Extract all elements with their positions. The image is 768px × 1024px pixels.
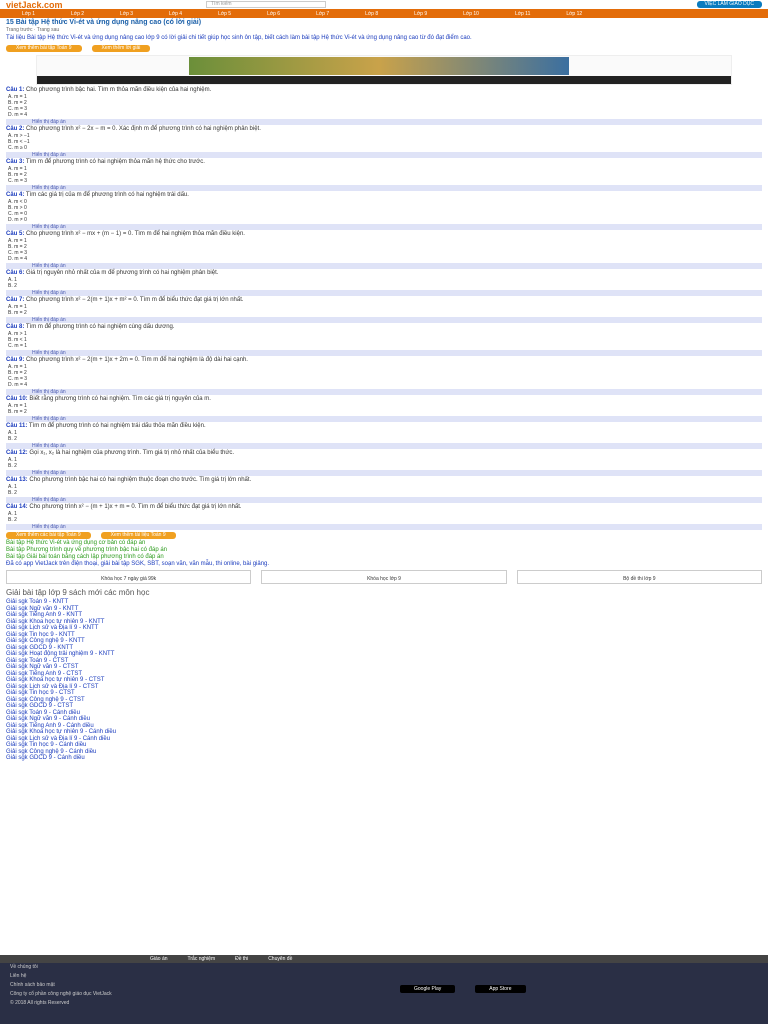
show-answer-button[interactable] — [6, 470, 762, 476]
question-text — [0, 87, 768, 94]
answer-option: B. m = 2 — [8, 370, 27, 376]
question-body: Cho phương trình x² − 2x − m = 0. Xác định m để phương trình có hai nghiệm phân biệt. — [26, 126, 261, 132]
show-answer-button[interactable] — [6, 290, 762, 296]
question-text — [0, 423, 768, 430]
answer-option: B. 2 — [8, 490, 17, 496]
answer-option: C. m = 1 — [8, 343, 28, 349]
footer — [0, 955, 768, 1024]
footer-line: Chính sách bảo mật — [10, 982, 55, 988]
header — [0, 0, 768, 10]
nav-item[interactable]: Lớp 4 — [169, 11, 183, 17]
answer-option: D. m = 4 — [8, 256, 28, 262]
question-label: Câu 7: — [6, 297, 25, 303]
answer-option: D. m = 4 — [8, 112, 28, 118]
show-answer-label[interactable]: Hiển thị đáp án — [32, 317, 66, 323]
app-store-button[interactable]: App Store — [475, 985, 525, 993]
question-text — [0, 477, 768, 484]
answer-option: C. m ≥ 0 — [8, 145, 27, 151]
show-answer-button[interactable] — [6, 416, 762, 422]
subject-link[interactable]: Giải sgk Toán 9 - CTST — [6, 657, 69, 664]
footer-bar-item[interactable]: Giáo án — [150, 956, 168, 962]
related-link[interactable]: Bài tập Giải bài toán bằng cách lập phương trình có đáp án — [6, 554, 164, 560]
question-body: Cho phương trình bậc hai có hai nghiệm thuộc đoạn cho trước. Tìm giá trị lớn nhất. — [29, 477, 252, 483]
question-label: Câu 12: — [6, 450, 28, 456]
show-answer-button[interactable] — [6, 185, 762, 191]
answer-option: C. m = 3 — [8, 106, 28, 112]
question-text — [0, 357, 768, 364]
subject-link[interactable]: Giải sgk Tin học 9 - KNTT — [6, 631, 75, 638]
answer-option: B. m = 2 — [8, 244, 27, 250]
grade-nav — [0, 10, 768, 18]
show-answer-label[interactable]: Hiển thị đáp án — [32, 119, 66, 125]
answer-option: B. m < −1 — [8, 139, 30, 145]
answer-option: A. 1 — [8, 457, 17, 463]
nav-item[interactable]: Lớp 1 — [22, 11, 36, 17]
show-answer-label[interactable]: Hiển thị đáp án — [32, 152, 66, 158]
question-text — [0, 297, 768, 304]
related-link[interactable]: Bài tập Phương trình quy về phương trình bậc hai có đáp án — [6, 547, 168, 553]
nav-item[interactable]: Lớp 8 — [365, 11, 379, 17]
question-text — [0, 270, 768, 277]
show-answer-label[interactable]: Hiển thị đáp án — [32, 350, 66, 356]
question-body: Tìm m để phương trình có hai nghiệm cùng dấu dương. — [25, 324, 175, 330]
question-text — [0, 450, 768, 457]
question-text — [0, 159, 768, 166]
related-exercises-button[interactable]: Xem thêm các bài tập Toán 9 — [6, 532, 91, 539]
answer-option: A. 1 — [8, 430, 17, 436]
subject-link[interactable]: Giải sgk Toán 9 - KNTT — [6, 599, 69, 605]
question-label: Câu 11: — [6, 423, 28, 429]
subject-link[interactable]: Giải sgk Toán 9 - Cánh diều — [6, 709, 80, 716]
subject-link[interactable]: Giải sgk Tin học 9 - Cánh diều — [6, 742, 87, 748]
question-text — [0, 192, 768, 199]
answer-option: A. 1 — [8, 511, 17, 517]
question-label: Câu 9: — [6, 357, 25, 363]
subject-link[interactable]: Giải sgk Khoa học tự nhiên 9 - KNTT — [6, 618, 105, 625]
show-answer-label[interactable]: Hiển thị đáp án — [32, 524, 66, 530]
subject-link[interactable]: Giải sgk Công nghệ 9 - Cánh diều — [6, 748, 97, 755]
nav-item[interactable]: Lớp 7 — [316, 11, 330, 17]
nav-item[interactable]: Lớp 11 — [514, 11, 531, 17]
answer-option: B. m = 2 — [8, 172, 27, 178]
subject-link[interactable]: Giải sgk GDCD 9 - Cánh diều — [6, 755, 85, 761]
footer-bar-item[interactable]: Chuyên đề — [268, 956, 293, 962]
show-answer-label[interactable]: Hiển thị đáp án — [32, 224, 66, 230]
answer-option: A. 1 — [8, 484, 17, 490]
subject-link[interactable]: Giải sgk Tiếng Anh 9 - Cánh diều — [6, 722, 94, 729]
answer-option: A. m = 1 — [8, 94, 27, 100]
question-label: Câu 5: — [6, 231, 25, 237]
question-list — [0, 87, 768, 530]
intro-text: Tài liệu Bài tập Hệ thức Vi-ét và ứng dụng nâng cao lớp 9 có lời giải chi tiết giúp học sinh ôn tập, biết cách làm bài tập Hệ thức Vi-ét và ứng dụng nâng cao từ đó đạt điểm cao. — [6, 35, 472, 41]
question-label: Câu 10: — [6, 396, 28, 402]
offer-box[interactable]: Khóa học 7 ngày giá 99k — [6, 570, 251, 584]
footer-line: © 2018 All rights Reserved — [10, 1000, 70, 1006]
answer-option: B. m = 2 — [8, 310, 27, 316]
ad-banner[interactable] — [36, 55, 732, 85]
answer-option: D. m ≠ 0 — [8, 217, 27, 223]
question-label: Câu 2: — [6, 126, 25, 132]
question-text — [0, 504, 768, 511]
answer-option: B. 2 — [8, 517, 17, 523]
answer-option: B. 2 — [8, 463, 17, 469]
answer-option: A. m > −1 — [8, 133, 30, 139]
question-body: Cho phương trình x² − 2(m + 1)x + m² = 0. Tìm m để biểu thức đạt giá trị lớn nhất. — [26, 297, 244, 303]
subject-link[interactable]: Giải sgk Lịch sử và Địa lí 9 - CTST — [6, 683, 99, 690]
subject-link[interactable]: Giải sgk Khoa học tự nhiên 9 - CTST — [6, 677, 105, 683]
subject-link[interactable]: Giải sgk Ngữ văn 9 - Cánh diều — [6, 716, 91, 722]
footer-line: Liên hệ — [10, 973, 27, 979]
show-answer-button[interactable] — [6, 524, 762, 530]
show-answer-button[interactable] — [6, 224, 762, 230]
footer-line: Về chúng tôi — [10, 964, 38, 970]
show-answer-label[interactable]: Hiển thị đáp án — [32, 443, 66, 449]
answer-option: B. m < 1 — [8, 337, 27, 343]
nav-item[interactable]: Lớp 6 — [267, 11, 281, 17]
list-title: Giải bài tập lớp 9 sách mới các môn học — [6, 588, 150, 597]
question-label: Câu 4: — [6, 192, 25, 198]
subject-link[interactable]: Giải sgk Tin học 9 - CTST — [6, 690, 75, 696]
answer-option: C. m = 0 — [8, 211, 28, 217]
show-answer-label[interactable]: Hiển thị đáp án — [32, 185, 66, 191]
subject-link[interactable]: Giải sgk Lịch sử và Địa lí 9 - KNTT — [6, 625, 99, 631]
show-answer-button[interactable] — [6, 350, 762, 356]
answer-option: B. 2 — [8, 283, 17, 289]
question-label: Câu 14: — [6, 504, 28, 510]
question-text — [0, 396, 768, 403]
show-answer-label[interactable]: Hiển thị đáp án — [32, 470, 66, 476]
question-body: Cho phương trình x² − 2(m + 1)x + 2m = 0. Tìm m để hai nghiệm là độ dài hai cạnh. — [26, 357, 248, 363]
offer-box[interactable]: Khóa học lớp 9 — [261, 570, 506, 584]
question-body: Cho phương trình bậc hai. Tìm m thỏa mãn điều kiện của hai nghiệm. — [26, 87, 212, 93]
answer-option: B. m > 0 — [8, 205, 27, 211]
more-exercises-button[interactable]: Xem thêm bài tập Toán 9 — [6, 45, 82, 52]
question-text — [0, 231, 768, 238]
answer-option: A. m = 1 — [8, 403, 27, 409]
logo[interactable]: vietJack.com — [6, 0, 63, 10]
answer-option: A. m > 1 — [8, 331, 27, 337]
footer-bar-item[interactable]: Đề thi — [235, 956, 249, 962]
subject-link[interactable]: Giải sgk Công nghệ 9 - CTST — [6, 696, 85, 703]
answer-option: B. m = 2 — [8, 100, 27, 106]
question-body: Cho phương trình x² − (m + 1)x + m = 0. Tìm m để biểu thức đạt giá trị lớn nhất. — [29, 504, 242, 510]
question-label: Câu 3: — [6, 159, 25, 165]
show-answer-label[interactable]: Hiển thị đáp án — [32, 290, 66, 296]
question-text — [0, 126, 768, 133]
more-solutions-button[interactable]: Xem thêm lời giải — [92, 45, 151, 52]
breadcrumb[interactable]: Trang trước · Trang sau — [6, 27, 60, 33]
question-body: Biết rằng phương trình có hai nghiệm. Tìm các giá trị nguyên của m. — [29, 396, 211, 402]
related-docs-button[interactable]: Xem thêm tài liệu Toán 9 — [101, 532, 176, 539]
subject-link[interactable]: Giải sgk Ngữ văn 9 - KNTT — [6, 605, 79, 612]
nav-item[interactable]: Lớp 5 — [218, 11, 232, 17]
footer-bar-item[interactable]: Trắc nghiệm — [187, 956, 216, 962]
show-answer-button[interactable] — [6, 119, 762, 125]
app-promo: Đã có app VietJack trên điện thoại, giải bài tập SGK, SBT, soạn văn, văn mẫu, thi online, bài giảng. — [6, 561, 270, 567]
answer-option: A. m = 1 — [8, 304, 27, 310]
nav-item[interactable]: Lớp 10 — [463, 11, 479, 17]
show-answer-button[interactable] — [6, 152, 762, 158]
google-play-button[interactable]: Google Play — [400, 985, 455, 993]
nav-item[interactable]: Lớp 2 — [71, 11, 85, 17]
show-answer-button[interactable] — [6, 443, 762, 449]
answer-option: A. m = 1 — [8, 238, 27, 244]
question-label: Câu 1: — [6, 87, 25, 93]
answer-option: C. m = 3 — [8, 250, 28, 256]
answer-option: A. m = 1 — [8, 364, 27, 370]
answer-option: B. 2 — [8, 436, 17, 442]
show-answer-button[interactable] — [6, 263, 762, 269]
question-body: Tìm m để phương trình có hai nghiệm trái dấu thỏa mãn điều kiện. — [28, 423, 206, 429]
question-body: Gọi x₁, x₂ là hai nghiệm của phương trình. Tìm giá trị nhỏ nhất của biểu thức. — [29, 450, 235, 456]
question-body: Tìm các giá trị của m để phương trình có hai nghiệm trái dấu. — [25, 192, 189, 198]
question-body: Giá trị nguyên nhỏ nhất của m để phương trình có hai nghiệm phân biệt. — [26, 270, 219, 276]
related-link[interactable]: Bài tập Hệ thức Vi-ét và ứng dụng cơ bản có đáp án — [6, 540, 146, 546]
show-answer-label[interactable]: Hiển thị đáp án — [32, 416, 66, 422]
show-answer-label[interactable]: Hiển thị đáp án — [32, 497, 66, 503]
nav-item[interactable]: Lớp 9 — [414, 11, 428, 17]
show-answer-label[interactable]: Hiển thị đáp án — [32, 263, 66, 269]
subject-link[interactable]: Giải sgk GDCD 9 - CTST — [6, 703, 74, 709]
question-text — [0, 324, 768, 331]
subject-link[interactable]: Giải sgk Hoạt động trải nghiệm 9 - KNTT — [6, 651, 115, 657]
subject-link[interactable]: Giải sgk GDCD 9 - KNTT — [6, 644, 74, 651]
question-label: Câu 6: — [6, 270, 25, 276]
search-input[interactable]: Tìm kiếm — [206, 1, 326, 8]
answer-option: C. m = 3 — [8, 178, 28, 184]
subject-link[interactable]: Giải sgk Ngữ văn 9 - CTST — [6, 664, 79, 670]
subject-link[interactable]: Giải sgk Tiếng Anh 9 - CTST — [6, 670, 83, 677]
question-label: Câu 8: — [6, 324, 25, 330]
show-answer-button[interactable] — [6, 497, 762, 503]
subject-link[interactable]: Giải sgk Công nghệ 9 - KNTT — [6, 638, 85, 644]
show-answer-button[interactable] — [6, 317, 762, 323]
answer-option: C. m = 3 — [8, 376, 28, 382]
question-body: Cho phương trình x² − mx + (m − 1) = 0. Tìm m để hai nghiệm thỏa mãn điều kiện. — [26, 231, 245, 237]
subject-link[interactable]: Giải sgk Tiếng Anh 9 - KNTT — [6, 612, 83, 618]
page-title: 15 Bài tập Hệ thức Vi-ét và ứng dụng nâng cao (có lời giải) — [6, 19, 202, 26]
nav-item[interactable]: Lớp 3 — [120, 11, 134, 17]
answer-option: A. m = 1 — [8, 166, 27, 172]
question-body: Tìm m để phương trình có hai nghiệm thỏa mãn hệ thức cho trước. — [25, 159, 205, 165]
answer-option: A. 1 — [8, 277, 17, 283]
answer-option: A. m < 0 — [8, 199, 27, 205]
show-answer-label[interactable]: Hiển thị đáp án — [32, 389, 66, 395]
footer-line: Công ty cổ phần công nghệ giáo dục VietJack — [10, 991, 112, 997]
vieclam-button[interactable]: VIỆC LÀM GIÁO DỤC — [697, 1, 762, 8]
subject-link[interactable]: Giải sgk Lịch sử và Địa lí 9 - Cánh diều — [6, 735, 111, 742]
answer-option: D. m = 4 — [8, 382, 28, 388]
nav-item[interactable]: Lớp 12 — [566, 11, 583, 17]
subject-link[interactable]: Giải sgk Khoa học tự nhiên 9 - Cánh diều — [6, 729, 117, 735]
show-answer-button[interactable] — [6, 389, 762, 395]
question-label: Câu 13: — [6, 477, 28, 483]
answer-option: B. m = 2 — [8, 409, 27, 415]
offer-box[interactable]: Bộ đề thi lớp 9 — [517, 570, 762, 584]
